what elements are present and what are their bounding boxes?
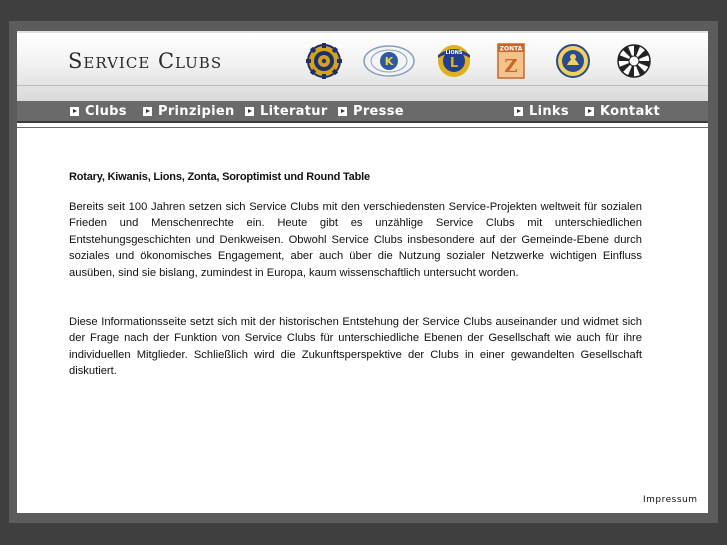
nav-label: Kontakt: [600, 103, 660, 119]
rotary-logo-icon[interactable]: [306, 43, 342, 79]
nav-label: Links: [529, 103, 569, 119]
svg-text:K: K: [384, 55, 394, 68]
soroptimist-logo-icon[interactable]: [555, 43, 591, 79]
page: [17, 31, 708, 513]
svg-text:LIONS: LIONS: [445, 50, 463, 56]
svg-text:ZONTA: ZONTA: [499, 45, 523, 53]
nav-item-presse[interactable]: [338, 103, 404, 119]
impressum-link[interactable]: Impressum: [643, 495, 698, 505]
arrow-bullet-icon: [70, 107, 79, 116]
arrow-bullet-icon: [338, 107, 347, 116]
page-heading: Rotary, Kiwanis, Lions, Zonta, Soroptimist und Round Table: [69, 171, 370, 183]
svg-text:L: L: [449, 56, 459, 71]
header-divider: [17, 85, 708, 86]
lions-logo-icon[interactable]: [435, 43, 473, 79]
nav-item-kontakt[interactable]: [585, 103, 660, 119]
nav-item-clubs[interactable]: [70, 103, 127, 119]
info-paragraph: Diese Informationsseite setzt sich mit der historischen Entstehung der Service Clubs auseinander und widmet sich der Frage nach der Funktion von Service Clubs für unterschiedliche Ebenen der Gesellschaft wie auch für ihre individuellen Mitglieder. Schließlich wird die Zukunftsperspektive der Clubs in einer gewandelten Gesellschaft diskutiert.: [69, 316, 642, 378]
arrow-bullet-icon: [585, 107, 594, 116]
nav-label: Literatur: [260, 103, 328, 119]
round-table-logo-icon[interactable]: [616, 43, 652, 79]
nav-label: Clubs: [85, 103, 127, 119]
nav-item-prinzipien[interactable]: [143, 103, 235, 119]
svg-text:Z: Z: [504, 56, 518, 77]
arrow-bullet-icon: [514, 107, 523, 116]
nav-label: Prinzipien: [158, 103, 235, 119]
arrow-bullet-icon: [245, 107, 254, 116]
intro-paragraph: Bereits seit 100 Jahren setzen sich Service Clubs mit den verschiedensten Service-Projekten weltweit für sozialen Frieden und Menschenrechte ein. Heute gibt es unzählige Service Clubs mit unterschiedlichen Entstehungsgeschichten und Denkweisen. Obwohl Service Clubs insbesondere auf der Gemeinde-Ebene durch soziales und ökonomisches Engagement, aber auch über die Nutzung sozialer Netzwerke wichtigen Einfluss ausüben, sind sie bislang, zumindest in Europa, kaum wissenschaftlich untersucht worden.: [69, 201, 642, 279]
nav-label: Presse: [353, 103, 404, 119]
nav-divider: [17, 127, 708, 128]
main-navigation: [17, 101, 708, 123]
site-title: Service Clubs: [68, 49, 223, 73]
header: [17, 31, 708, 101]
nav-item-literatur[interactable]: [245, 103, 328, 119]
zonta-logo-icon[interactable]: [495, 43, 527, 79]
main-content: [69, 171, 642, 380]
kiwanis-logo-icon[interactable]: [362, 43, 416, 79]
nav-item-links[interactable]: [514, 103, 569, 119]
arrow-bullet-icon: [143, 107, 152, 116]
